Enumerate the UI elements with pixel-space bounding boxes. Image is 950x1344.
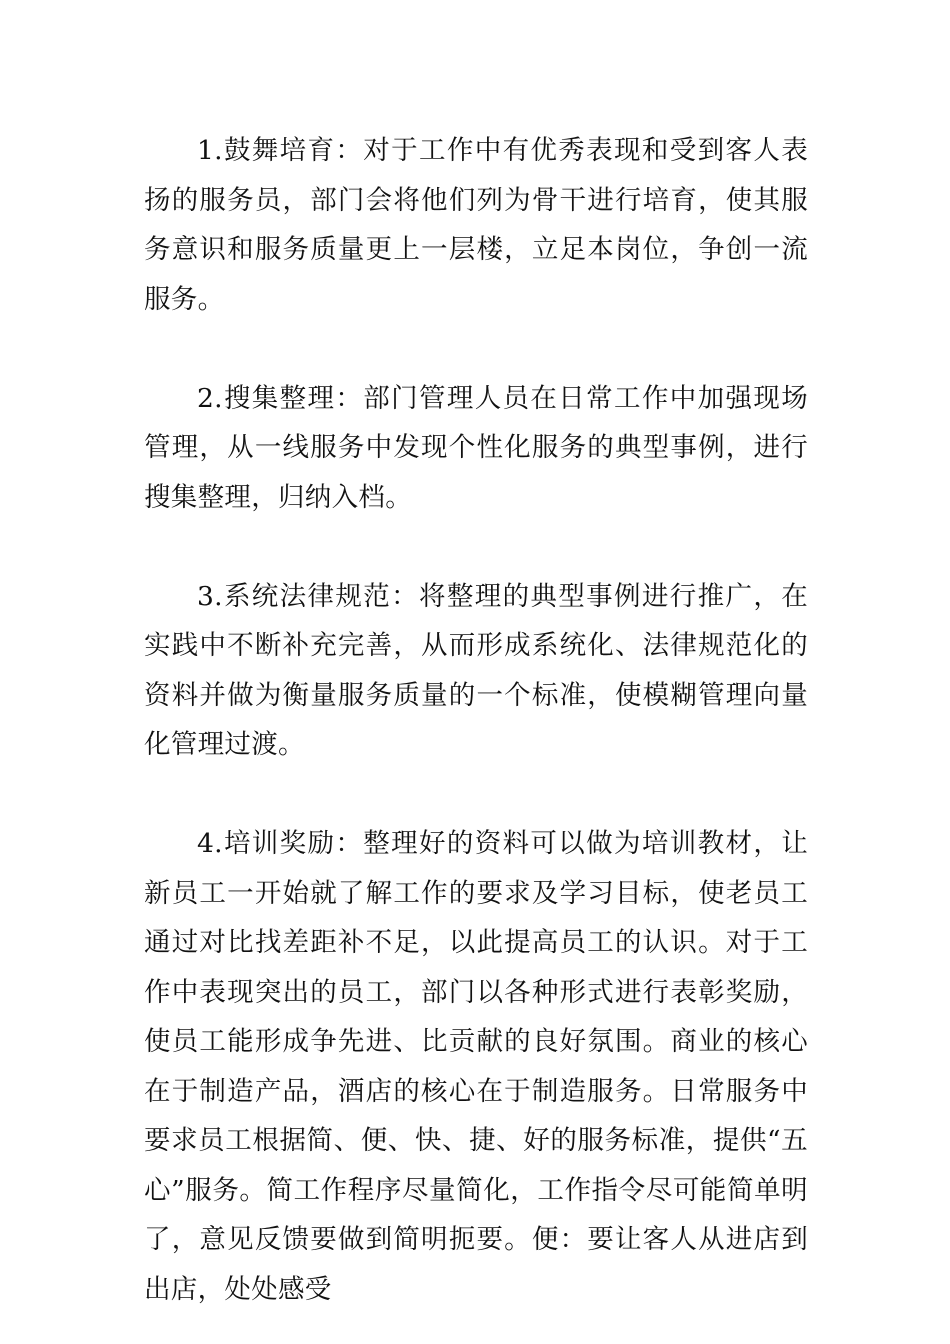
document-body [144, 126, 808, 1314]
paragraph-collect-organize: 2.搜集整理：部门管理人员在日常工作中加强现场管理，从一线服务中发现个性化服务的典型事例，进行搜集整理，归纳入档。 [144, 382, 808, 513]
paragraph-encourage-training: 1.鼓舞培育：对于工作中有优秀表现和受到客人表扬的服务员，部门会将他们列为骨干进行培育，使其服务意识和服务质量更上一层楼，立足本岗位，争创一流服务。 [144, 135, 808, 315]
paragraph-system-standardize: 3.系统法律规范：将整理的典型事例进行推广，在实践中不断补充完善，从而形成系统化、法律规范化的资料并做为衡量服务质量的一个标准，使模糊管理向量化管理过渡。 [144, 580, 808, 760]
paragraph-training-rewards: 4.培训奖励：整理好的资料可以做为培训教材，让新员工一开始就了解工作的要求及学习目标，使老员工通过对比找差距补不足，以此提高员工的认识。对于工作中表现突出的员工，部门以各种形式进行表彰奖励，使员工能形成争先进、比贡献的良好氛围。商业的核心在于制造产品，酒店的核心在于制造服务。日常服务中要求员工根据简、便、快、捷、好的服务标准，提供“五心”服务。简工作程序尽量简化，工作指令尽可能简单明了，意见反馈要做到简明扼要。便：要让客人从进店到出店，处处感受 [144, 828, 808, 1305]
